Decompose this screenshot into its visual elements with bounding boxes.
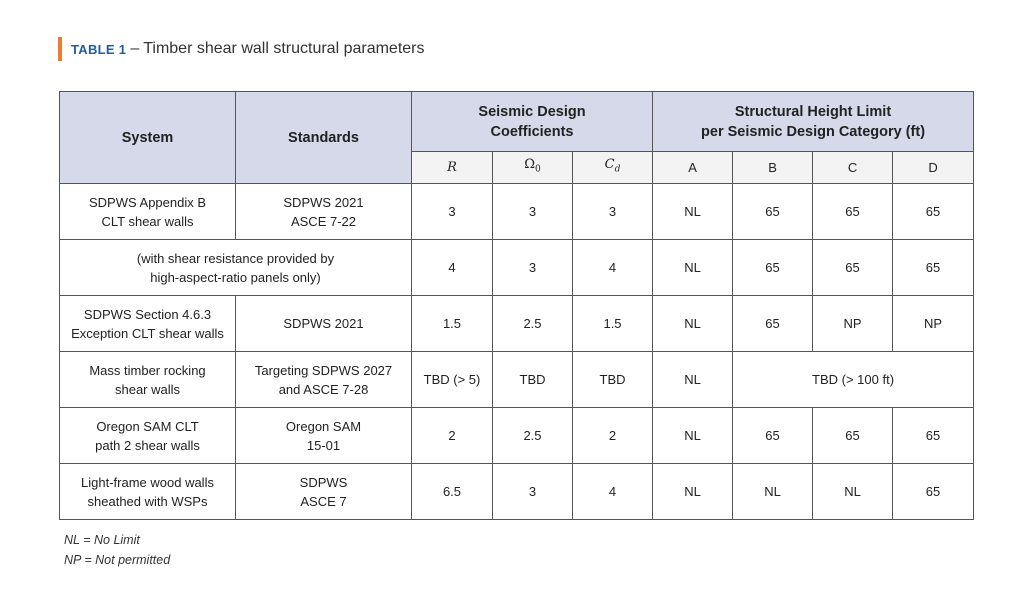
cell-c: 65 bbox=[813, 240, 893, 296]
header-coefficients: Seismic Design Coefficients bbox=[412, 92, 653, 152]
cell-bcd: TBD (> 100 ft) bbox=[733, 352, 974, 408]
subheader-c: C bbox=[813, 152, 893, 184]
cell-system: (with shear resistance provided by high-aspect-ratio panels only) bbox=[60, 240, 412, 296]
header-system: System bbox=[60, 92, 236, 184]
cell-system: Oregon SAM CLT path 2 shear walls bbox=[60, 408, 236, 464]
table-caption bbox=[58, 37, 425, 61]
cell-cd: 4 bbox=[573, 464, 653, 520]
cell-cd: 1.5 bbox=[573, 296, 653, 352]
table-row bbox=[60, 464, 974, 520]
cell-standards: SDPWS 2021 bbox=[236, 296, 412, 352]
cell-a: NL bbox=[653, 352, 733, 408]
cell-omega: 2.5 bbox=[493, 408, 573, 464]
cell-d: 65 bbox=[893, 464, 974, 520]
cell-c: NP bbox=[813, 296, 893, 352]
cell-system: SDPWS Appendix B CLT shear walls bbox=[60, 184, 236, 240]
cell-omega: 3 bbox=[493, 464, 573, 520]
cell-omega: 3 bbox=[493, 240, 573, 296]
cell-a: NL bbox=[653, 296, 733, 352]
cell-d: 65 bbox=[893, 184, 974, 240]
cell-omega: 3 bbox=[493, 184, 573, 240]
subheader-omega: $\Omega_0$ bbox=[493, 152, 573, 184]
table-notes bbox=[64, 530, 170, 570]
cell-a: NL bbox=[653, 184, 733, 240]
cell-d: NP bbox=[893, 296, 974, 352]
cell-system: Light-frame wood walls sheathed with WSPs bbox=[60, 464, 236, 520]
cell-a: NL bbox=[653, 464, 733, 520]
cell-cd: TBD bbox=[573, 352, 653, 408]
cell-omega: TBD bbox=[493, 352, 573, 408]
header-standards: Standards bbox=[236, 92, 412, 184]
cell-standards: Oregon SAM 15-01 bbox=[236, 408, 412, 464]
cell-b: NL bbox=[733, 464, 813, 520]
cell-r: 4 bbox=[412, 240, 493, 296]
cell-a: NL bbox=[653, 408, 733, 464]
cell-a: NL bbox=[653, 240, 733, 296]
cell-r: 6.5 bbox=[412, 464, 493, 520]
subheader-r: R bbox=[412, 152, 493, 184]
cell-c: 65 bbox=[813, 408, 893, 464]
cell-d: 65 bbox=[893, 408, 974, 464]
table-row bbox=[60, 352, 974, 408]
table-row bbox=[60, 296, 974, 352]
cell-c: NL bbox=[813, 464, 893, 520]
cell-cd: 4 bbox=[573, 240, 653, 296]
cell-c: 65 bbox=[813, 184, 893, 240]
subheader-d: D bbox=[893, 152, 974, 184]
header-height-limit: Structural Height Limit per Seismic Design Category (ft) bbox=[653, 92, 974, 152]
cell-cd: 2 bbox=[573, 408, 653, 464]
subheader-a: A bbox=[653, 152, 733, 184]
cell-b: 65 bbox=[733, 184, 813, 240]
cell-d: 65 bbox=[893, 240, 974, 296]
cell-standards: Targeting SDPWS 2027 and ASCE 7-28 bbox=[236, 352, 412, 408]
caption-separator: – bbox=[130, 40, 140, 57]
cell-system: SDPWS Section 4.6.3 Exception CLT shear walls bbox=[60, 296, 236, 352]
parameters-table bbox=[59, 91, 974, 520]
cell-r: 1.5 bbox=[412, 296, 493, 352]
table-row bbox=[60, 184, 974, 240]
cell-r: 2 bbox=[412, 408, 493, 464]
cell-b: 65 bbox=[733, 296, 813, 352]
cell-cd: 3 bbox=[573, 184, 653, 240]
cell-r: TBD (> 5) bbox=[412, 352, 493, 408]
accent-bar bbox=[58, 37, 62, 61]
cell-b: 65 bbox=[733, 408, 813, 464]
cell-standards: SDPWS ASCE 7 bbox=[236, 464, 412, 520]
caption-text: Timber shear wall structural parameters bbox=[143, 40, 425, 57]
table-row bbox=[60, 240, 974, 296]
cell-standards: SDPWS 2021 ASCE 7-22 bbox=[236, 184, 412, 240]
subheader-b: B bbox=[733, 152, 813, 184]
table-row bbox=[60, 408, 974, 464]
cell-omega: 2.5 bbox=[493, 296, 573, 352]
note-np: NP = Not permitted bbox=[64, 553, 171, 567]
note-nl: NL = No Limit bbox=[64, 533, 140, 547]
cell-r: 3 bbox=[412, 184, 493, 240]
table-number: TABLE 1 bbox=[71, 41, 127, 57]
cell-b: 65 bbox=[733, 240, 813, 296]
subheader-cd: $C_d$ bbox=[573, 152, 653, 184]
cell-system: Mass timber rocking shear walls bbox=[60, 352, 236, 408]
